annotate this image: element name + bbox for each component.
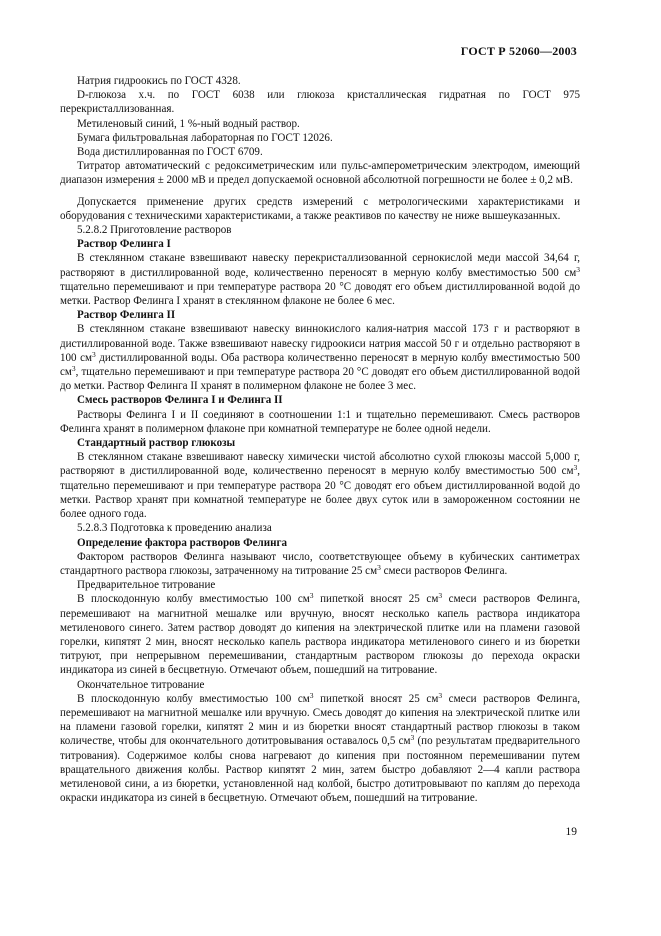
text-run: Раствор Фелинга II (77, 309, 176, 322)
text-run: Раствор Фелинга I (77, 238, 171, 251)
text-run: Натрия гидроокись по ГОСТ 4328. (77, 75, 241, 87)
text-run: пипеткой вносят 25 см (313, 692, 439, 705)
text-run: Фактором растворов Фелинга называют число, соответствующее объему в кубических сантиметрах стандартного раствора глюкозы, затраченному на титрование 25 см (60, 550, 580, 577)
superscript: 3 (71, 364, 76, 374)
paragraph (60, 692, 580, 806)
paragraph (60, 592, 580, 677)
text-run: , тщательно перемешивают и при температуре раствора 20 °С доводят его объем дистиллированной водой до метки. Раствор хранят при комнатной температуре не более двух суток или в замороженном состоянии не более одного года. (60, 465, 580, 521)
text-run: 5.2.8.2 Приготовление растворов (77, 224, 232, 237)
superscript: 3 (438, 591, 443, 601)
superscript: 3 (92, 349, 96, 359)
text-run: (по результатам предварительного титрования). Содержимое колбы снова нагревают до кипения при постоянном перемешивании путем вращательного движения колбы. Раствор кипятят 2 мин, затем быстро добавляют 2—4 капли раствора метиленовой сини, а из бюретки, установленной над колбой, быстро дотитровывают по каплям до перехода окраски индикатора из синей в бесцветную. Отмечают объем, пошедший на титрование. (60, 735, 580, 805)
text-run: Метиленовый синий, 1 %-ный водный раствор. (77, 117, 300, 130)
section-heading (60, 393, 580, 407)
paragraph (60, 195, 580, 223)
paragraph (60, 88, 580, 116)
superscript: 3 (410, 733, 415, 743)
text-run: Стандартный раствор глюкозы (77, 437, 236, 450)
text-run: Титратор автоматический с редоксиметрическим или пульс-амперометрическим электродом, имеющий диапазон измерения ± 2000 мВ и предел допускаемой основной абсолютной погрешности не более ± 0,2 мВ. (60, 160, 580, 187)
paragraph (60, 550, 580, 578)
superscript: 3 (573, 463, 578, 473)
text-run: D-глюкоза х.ч. по ГОСТ 6038 или глюкоза кристаллическая гидратная по ГОСТ 975 перекристаллизованная. (60, 89, 580, 116)
text-run: Определение фактора растворов Фелинга (77, 536, 287, 549)
text-run: В стеклянном стакане взвешивают навеску химически чистой абсолютно сухой глюкозы массой 5,000 г, растворяют в дистиллированной воде, количественно переносят в мерную колбу вместимостью 500 см (60, 451, 580, 478)
paragraph (60, 578, 580, 592)
superscript: 3 (309, 591, 314, 601)
text-run: тщательно перемешивают и при температуре раствора 20 °С доводят его объем дистиллированной водой до метки. Раствор Фелинга I хранят в стеклянном флаконе не более 6 мес. (60, 280, 580, 308)
section-heading (60, 536, 580, 550)
paragraph (60, 678, 580, 692)
paragraph (60, 74, 580, 88)
text-run: смеси растворов Фелинга, перемешивают на магнитной мешалке или вручную. Смесь доводят до кипения на электрической плитке или на пламени газовой горелки, кипятят 2 мин и из бюретки вносят стандартный раствор глюкозы в таком количестве, чтобы для окончательного дотитровывания оставалось 0,5 см (60, 692, 581, 748)
paragraph (60, 521, 580, 535)
superscript: 3 (576, 264, 580, 274)
paragraph (60, 117, 580, 131)
text-run: В стеклянном стакане взвешивают навеску виннокислого калия-натрия массой 173 г и растворяют в дистиллированной воде. Также взвешивают навеску гидроокиси натрия массой 50 г и отдельно растворяют в 100 см (60, 323, 580, 364)
section-heading (60, 308, 580, 322)
text-run: Смесь растворов Фелинга I и Фелинга II (77, 394, 283, 407)
text-run: пипеткой вносят 25 см (313, 593, 439, 606)
text-run: дистиллированной воды. Оба раствора количественно переносят в мерную колбу вместимостью 500 см (60, 351, 580, 379)
text-run: Вода дистиллированная по ГОСТ 6709. (77, 146, 263, 159)
paragraph (60, 131, 580, 145)
text-run: смеси растворов Фелинга. (380, 564, 508, 577)
page-number: 19 (565, 826, 577, 838)
text-run: Допускается применение других средств измерений с метрологическими характеристиками и оборудования с техническими характеристиками, а также реактивов по качеству не ниже вышеуказанных. (60, 195, 580, 222)
paragraph (60, 408, 580, 436)
text-run: Предварительное титрование (77, 579, 216, 592)
text-run: В стеклянном стакане взвешивают навеску перекристаллизованной сернокислой меди массой 34,64 г, растворяют в дистиллированной воде, количественно переносят в мерную колбу вместимостью 500 см (60, 252, 580, 279)
superscript: 3 (309, 690, 314, 700)
text-run: Растворы Фелинга I и II соединяют в соотношении 1:1 и тщательно перемешивают. Смесь растворов Фелинга хранят в полимерном флаконе при комнатной температуре не более одной недели. (60, 408, 580, 435)
text-run: Окончательное титрование (77, 678, 205, 691)
paragraph (60, 322, 580, 393)
section-heading (60, 436, 580, 450)
paragraph (60, 159, 580, 187)
text-run: 5.2.8.3 Подготовка к проведению анализа (77, 522, 272, 535)
document-body (60, 74, 580, 805)
document-header: ГОСТ Р 52060—2003 (460, 44, 577, 58)
section-heading (60, 237, 580, 251)
paragraph (60, 223, 580, 237)
text-run: смеси растворов Фелинга, перемешивают на магнитной мешалке или вручную, вносят несколько капель раствора индикатора метиленового синего. Затем раствор доводят до кипения на электрической плитке или на пламени газовой горелки, кипятят 2 мин, вносят несколько капель раствора индикатора метиленового синего и из бюретки титруют, при непрерывном перемешивании, стандартным раствором глюкозы до перехода окраски индикатора из синей в бесцветную. Отмечают объем, пошедший на титрование. (60, 593, 581, 677)
paragraph (60, 145, 580, 159)
text-run: В плоскодонную колбу вместимостью 100 см (77, 692, 310, 705)
paragraph (60, 251, 580, 308)
superscript: 3 (377, 562, 381, 572)
superscript: 3 (438, 690, 443, 700)
paragraph (60, 450, 580, 521)
text-run: В плоскодонную колбу вместимостью 100 см (77, 593, 310, 606)
text-run: , тщательно перемешивают и при температуре раствора 20 °С доводят его объем дистиллированной водой до метки. Раствор Фелинга II хранят в полимерном флаконе не более 3 мес. (60, 366, 580, 393)
text-run: Бумага фильтровальная лабораторная по ГОСТ 12026. (77, 131, 333, 144)
